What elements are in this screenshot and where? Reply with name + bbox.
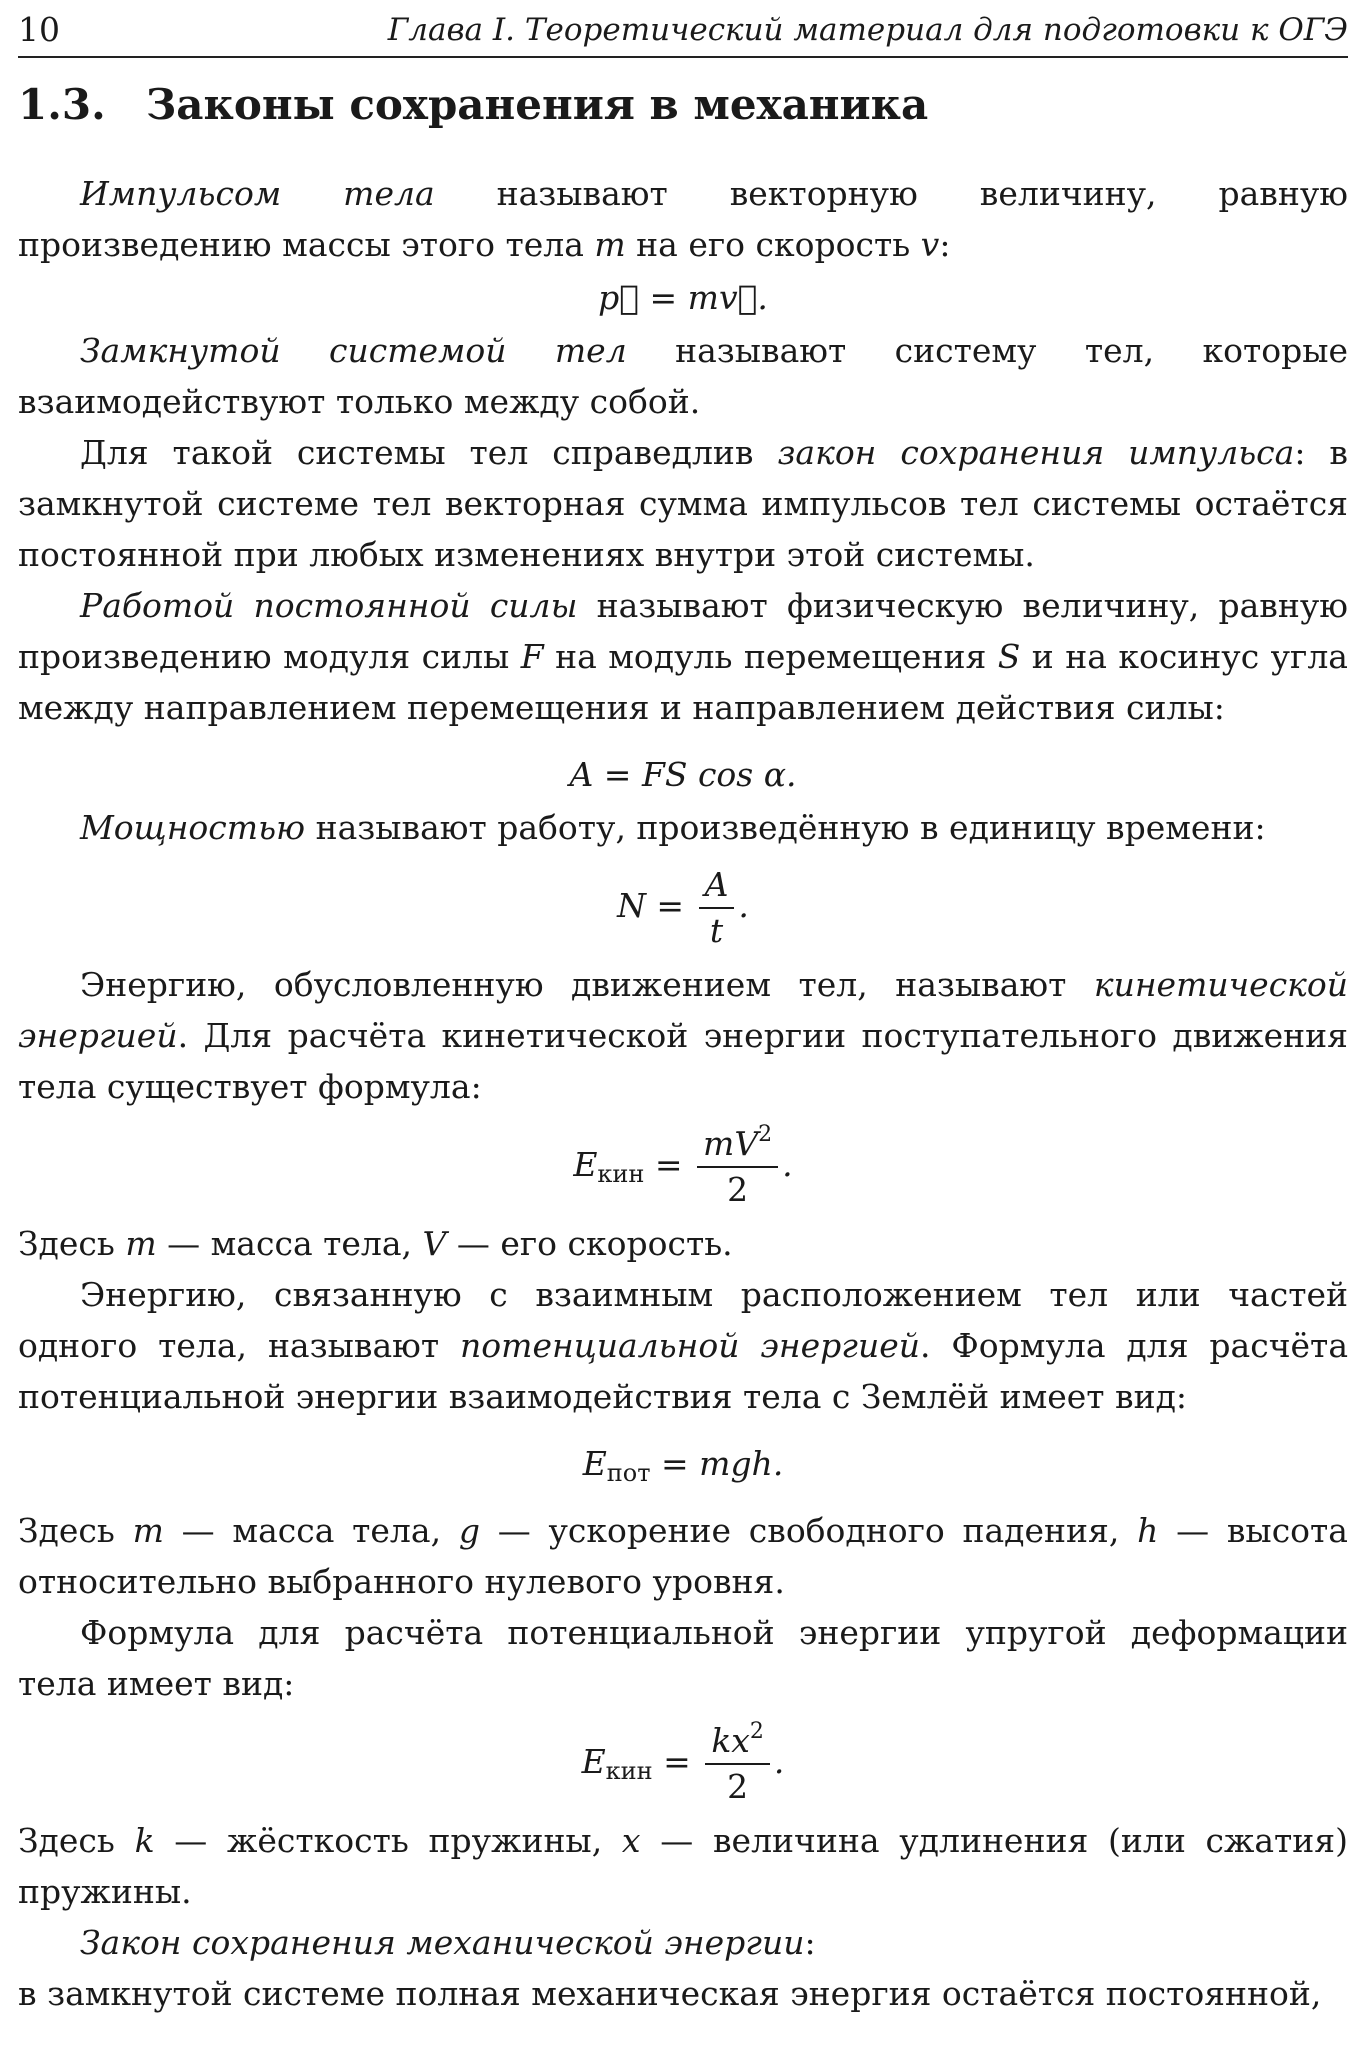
- var: V: [422, 1224, 447, 1263]
- text: — масса тела,: [156, 1224, 423, 1263]
- var: m: [132, 1511, 164, 1550]
- eq-subscript: кин: [605, 1757, 653, 1785]
- text: Здесь: [18, 1821, 135, 1860]
- chapter-title: Глава I. Теоретический материал для подготовки к ОГЭ: [387, 12, 1348, 48]
- section-title: Законы сохранения в механика: [146, 80, 929, 129]
- paragraph-closed-system: [18, 325, 1348, 427]
- text: . Для расчёта кинетической энергии поступательного движения тела существует формула:: [18, 1016, 1348, 1106]
- eq-subscript: кин: [597, 1160, 645, 1188]
- equation-potential: [18, 1438, 1348, 1489]
- denominator: 2: [727, 1170, 749, 1209]
- text: Энергию, обусловленную движением тел, называют: [80, 965, 1094, 1004]
- text: на его скорость: [625, 225, 921, 264]
- eq-lhs: N =: [617, 886, 685, 925]
- text: называют физическую величину, равную произведению модуля силы: [18, 586, 1348, 676]
- text: :: [939, 225, 951, 264]
- eq-symbol: E: [573, 1145, 598, 1184]
- text: Здесь: [18, 1511, 133, 1550]
- text: . Формула для расчёта потенциальной энергии взаимодействия тела с Землёй имеет вид:: [18, 1326, 1348, 1416]
- numerator: A: [699, 863, 735, 909]
- text: — высота относительно выбранного нулевого уровня.: [18, 1511, 1348, 1601]
- paragraph-kinetic: [18, 959, 1348, 1112]
- section-heading: [18, 80, 928, 129]
- var: g: [458, 1511, 480, 1550]
- term: Работой постоянной силы: [80, 586, 578, 625]
- paragraph-energy-law-text: в замкнутой системе полная механическая энергия остаётся постоянной,: [18, 1974, 1322, 2013]
- text: называют систему тел, которые взаимодействуют только между собой.: [18, 331, 1348, 421]
- denominator: 2: [727, 1767, 749, 1806]
- fraction: [699, 863, 735, 953]
- equation-momentum: p⃗ = mv⃗.: [598, 278, 768, 317]
- num-text: kx: [711, 1721, 750, 1760]
- eq-rhs: = mgh.: [650, 1444, 784, 1483]
- exponent: 2: [758, 1122, 773, 1147]
- fraction: [697, 1122, 778, 1212]
- text: — величина удлинения (или сжатия) пружины.: [18, 1821, 1348, 1911]
- text: — его скорость.: [446, 1224, 733, 1263]
- numerator: [697, 1122, 778, 1168]
- var: F: [520, 637, 544, 676]
- var: h: [1137, 1511, 1159, 1550]
- paragraph-power: [18, 802, 1348, 853]
- running-head: [18, 8, 1348, 58]
- numerator: [705, 1719, 770, 1765]
- var: x: [621, 1821, 641, 1860]
- paragraph-work: [18, 580, 1348, 733]
- equation-elastic: $E_{кин}$ = $\frac{kx^2}{2}$ .: [18, 1711, 1348, 1813]
- term: закон сохранения импульса: [777, 433, 1295, 472]
- paragraph-momentum-law: [18, 427, 1348, 580]
- var: v: [920, 225, 940, 264]
- term: Закон сохранения механической энергии: [80, 1923, 805, 1962]
- page-body: [18, 168, 1348, 2019]
- equation-work: A = FS cos α.: [569, 755, 797, 794]
- text: Энергию, связанную с взаимным расположением тел или частей одного тела, называют: [18, 1275, 1348, 1365]
- term: кинетической энергией: [18, 965, 1348, 1055]
- page-number: 10: [18, 10, 60, 49]
- exponent: 2: [749, 1719, 764, 1744]
- term: Замкнутой системой тел: [80, 331, 627, 370]
- section-number: 1.3.: [18, 80, 106, 129]
- term: Мощностью: [80, 808, 306, 847]
- num-text: mV: [703, 1124, 759, 1163]
- equation-kinetic: $E_{кин}$ = $\frac{mV^2}{2}$ .: [18, 1114, 1348, 1216]
- text: называют векторную величину, равную произведению массы этого тела: [18, 174, 1348, 264]
- text: на модуль перемещения: [543, 637, 998, 676]
- paragraph-momentum: [18, 168, 1348, 270]
- term: потенциальной энергией: [460, 1326, 920, 1365]
- text: — масса тела,: [163, 1511, 459, 1550]
- paragraph-elastic: Формула для расчёта потенциальной энергии упругой деформации тела имеет вид:: [18, 1613, 1348, 1703]
- term: Импульсом тела: [80, 174, 435, 213]
- eq-subscript: пот: [606, 1459, 651, 1487]
- text: называют работу, произведённую в единицу времени:: [305, 808, 1266, 847]
- paragraph-elastic-note: [18, 1815, 1348, 1917]
- fraction: [705, 1719, 770, 1809]
- var: m: [125, 1224, 157, 1263]
- text: и на косинус угла между направлением перемещения и направлением действия силы:: [18, 637, 1348, 727]
- paragraph-energy-law: [18, 1917, 1348, 1968]
- text: — ускорение свободного падения,: [479, 1511, 1138, 1550]
- var: k: [134, 1821, 155, 1860]
- var: S: [997, 637, 1021, 676]
- eq-symbol: E: [581, 1742, 606, 1781]
- denominator: t: [709, 911, 724, 950]
- text: :: [804, 1923, 816, 1962]
- paragraph-kinetic-note: [18, 1218, 1348, 1269]
- equation-power: N = $\frac{A}{t}$ .: [18, 855, 1348, 957]
- paragraph-potential-note: [18, 1505, 1348, 1607]
- text: — жёсткость пружины,: [154, 1821, 622, 1860]
- paragraph-potential: [18, 1269, 1348, 1422]
- text: Для такой системы тел справедлив: [80, 433, 778, 472]
- var: m: [594, 225, 626, 264]
- eq-symbol: E: [582, 1444, 607, 1483]
- text: Здесь: [18, 1224, 126, 1263]
- text: : в замкнутой системе тел векторная сумма импульсов тел системы остаётся постоянной при любых изменениях внутри этой системы.: [18, 433, 1348, 574]
